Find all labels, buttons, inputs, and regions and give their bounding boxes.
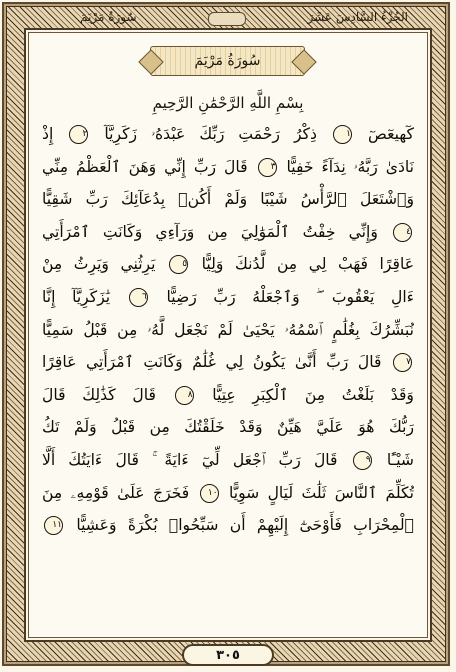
verse-line (42, 248, 414, 281)
basmala: بِسْمِ اللَّهِ الرَّحْمَٰنِ الرَّحِيمِ (152, 94, 304, 112)
verse-text: فَخَرَجَ عَلَىٰ قَوْمِهِۦ مِنَ (42, 483, 190, 502)
ayah-number-marker: ٧ (393, 353, 412, 372)
ayah-number-marker: ٤ (393, 223, 412, 242)
verse-line (42, 346, 414, 379)
verse-text: قَالَ رَبِّ أَنَّىٰ يَكُونُ لِي غُلَٰمٌ وَكَانَتِ ٱمْرَأَتِي عَاقِرًا (42, 353, 382, 372)
ayah-number-marker: ٣ (258, 158, 277, 177)
verse-text: قَالَ كَذَٰلِكَ قَالَ (42, 385, 156, 404)
verse-text: نُبَشِّرُكَ بِغُلَٰمٍ ٱسْمُهُۥ يَحْيَىٰ لَمْ نَجْعَل لَّهُۥ مِن قَبْلُ سَمِيًّا (42, 320, 414, 339)
verse-text: وَٱشْتَعَلَ ٱلرَّأْسُ شَيْبًا وَلَمْ أَكُنۢ بِدُعَآئِكَ رَبِّ شَقِيًّا (42, 190, 414, 209)
verse-line (42, 281, 414, 314)
page-number: ٣٠٥ (216, 648, 240, 663)
ayah-number-marker: ٦ (129, 288, 148, 307)
verse-text: يَرِثُنِي وَيَرِثُ مِنْ (42, 255, 156, 274)
ayah-number-marker: ١٠ (200, 484, 219, 503)
verse-text: رَبُّكَ هُوَ عَلَيَّ هَيِّنٌ وَقَدْ خَلَقْتُكَ مِن قَبْلُ وَلَمْ تَكُ (42, 418, 414, 437)
verse-line (42, 477, 414, 510)
verse-text: ٱلْمِحْرَابِ فَأَوْحَىٰٓ إِلَيْهِمْ أَن سَبِّحُوا۟ بُكْرَةً وَعَشِيًّا (76, 516, 414, 535)
verse-line (42, 444, 414, 477)
verse-text: قَالَ رَبِّ إِنِّي وَهَنَ ٱلْعَظْمُ مِنِّي (42, 157, 248, 176)
verse-text: يَٰزَكَرِيَّآ إِنَّا (42, 287, 111, 306)
verse-text: وَقَدْ بَلَغْتُ مِنَ ٱلْكِبَرِ عِتِيًّا (212, 385, 414, 404)
header-surah-name: سُورَةُ مَرْيَمَ (80, 10, 137, 24)
verse-text: وَإِنِّي خِفْتُ ٱلْمَوَٰلِيَ مِن وَرَآءِي وَكَانَتِ ٱمْرَأَتِي (42, 222, 378, 241)
verse-text: شَيْـًٔا (386, 450, 414, 469)
verse-text: كٓهيعٓصٓ (368, 125, 414, 143)
surah-title: سُورَةُ مَرْيَمَ (194, 53, 261, 69)
verse-text: ءَالِ يَعْقُوبَ ۖ وَٱجْعَلْهُ رَبِّ رَضِيًّا (166, 287, 414, 306)
verse-lines (42, 118, 414, 542)
verse-line (42, 379, 414, 412)
ayah-number-marker: ٩ (353, 451, 372, 470)
verse-line (42, 183, 414, 216)
verse-text: قَالَ رَبِّ ٱجْعَل لِّيٓ ءَايَةً ۚ قَالَ ءَايَتُكَ أَلَّا (42, 450, 338, 469)
verse-text: إِذْ (42, 125, 54, 143)
verse-line (42, 314, 414, 347)
verse-line (42, 411, 414, 444)
ayah-number-marker: ١١ (44, 516, 63, 535)
page-number-box (182, 644, 274, 666)
verse-text: عَاقِرًا فَهَبْ لِي مِن لَّدُنكَ وَلِيًّا (201, 255, 414, 274)
surah-title-banner (150, 46, 305, 76)
header-juz-name: الجُزْءُ السَّادِسَ عَشَرَ (307, 10, 408, 24)
verse-text: تُكَلِّمَ ٱلنَّاسَ ثَلَٰثَ لَيَالٍ سَوِيًّا (228, 483, 414, 502)
ayah-number-marker: ١ (333, 125, 352, 144)
ayah-number-marker: ٢ (69, 125, 88, 144)
verse-line (42, 118, 414, 151)
verse-text: نَادَىٰ رَبَّهُۥ نِدَآءً خَفِيًّا (286, 157, 414, 176)
verse-line (42, 216, 414, 249)
verse-text: ذِكْرُ رَحْمَتِ رَبِّكَ عَبْدَهُۥ زَكَرِيَّآ (104, 125, 317, 143)
verse-line (42, 509, 414, 542)
header-ornament-icon (208, 12, 246, 26)
ayah-number-marker: ٥ (169, 255, 188, 274)
ayah-number-marker: ٨ (175, 386, 194, 405)
verse-line (42, 151, 414, 184)
